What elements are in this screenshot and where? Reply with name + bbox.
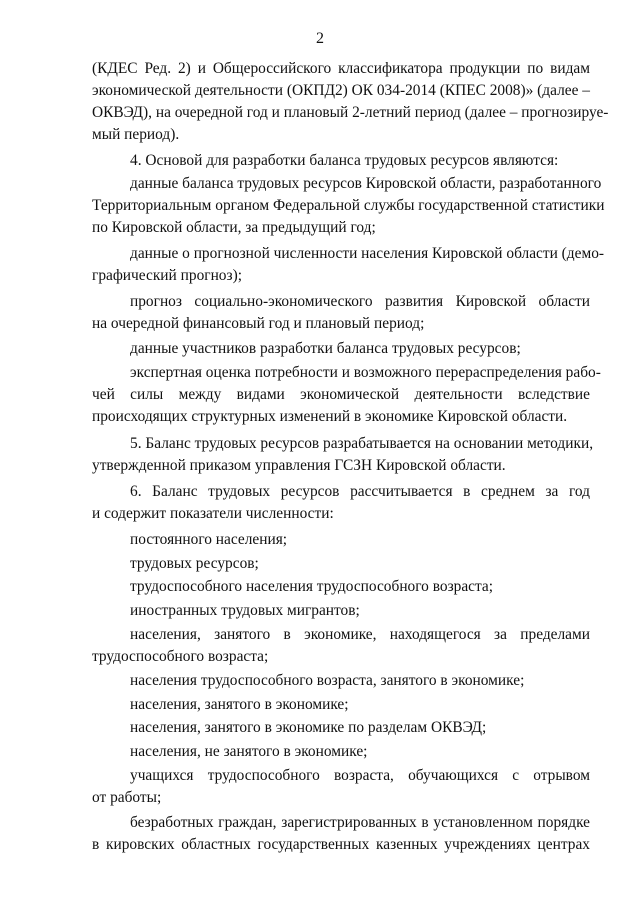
- text-line: происходящих структурных изменений в экономике Кировской области.: [92, 408, 568, 425]
- list-item: учащихся трудоспособного возраста, обучающихся с отрывом: [130, 767, 590, 784]
- list-item: трудоспособного населения трудоспособного возраста;: [130, 578, 494, 595]
- text-line: чей силы между видами экономической деятельности вследствие: [92, 386, 590, 403]
- text-line: данные баланса трудовых ресурсов Кировской области, разработанного: [130, 175, 602, 192]
- list-item: населения, не занятого в экономике;: [130, 743, 368, 760]
- text-line: (КДЕС Ред. 2) и Общероссийского классификатора продукции по видам: [92, 60, 590, 77]
- text-line: данные участников разработки баланса трудовых ресурсов;: [130, 340, 521, 357]
- text-line: и содержит показатели численности:: [92, 505, 334, 522]
- text-line: на очередной финансовый год и плановый период;: [92, 315, 425, 332]
- text-line: прогноз социально-экономического развития Кировской области: [130, 293, 590, 310]
- list-item: населения трудоспособного возраста, занятого в экономике;: [130, 672, 525, 689]
- list-item: постоянного населения;: [130, 531, 288, 548]
- text-line: 5. Баланс трудовых ресурсов разрабатывается на основании методики,: [130, 435, 594, 452]
- text-line: по Кировской области, за предыдущий год;: [92, 219, 376, 236]
- list-item: безработных граждан, зарегистрированных в установленном порядке: [130, 814, 590, 831]
- list-item: трудовых ресурсов;: [130, 555, 259, 572]
- text-line: трудоспособного возраста;: [92, 648, 269, 665]
- list-item: населения, занятого в экономике по разделам ОКВЭД;: [130, 719, 487, 736]
- page-number: 2: [316, 30, 324, 47]
- text-line: Территориальным органом Федеральной службы государственной статистики: [92, 197, 605, 214]
- text-line: экспертная оценка потребности и возможного перераспределения рабо-: [130, 364, 601, 381]
- text-line: ОКВЭД), на очередной год и плановый 2-летний период (далее – прогнозируе-: [92, 104, 609, 121]
- list-item: населения, занятого в экономике;: [130, 696, 349, 713]
- text-line: от работы;: [92, 789, 162, 806]
- text-line: данные о прогнозной численности населения Кировской области (демо-: [130, 245, 605, 262]
- text-line: мый период).: [92, 126, 180, 143]
- text-line: экономической деятельности (ОКПД2) ОК 034-2014 (КПЕС 2008)» (далее –: [92, 82, 590, 99]
- list-item: населения, занятого в экономике, находящегося за пределами: [130, 626, 590, 643]
- text-line: графический прогноз);: [92, 267, 242, 284]
- text-line: 6. Баланс трудовых ресурсов рассчитывается в среднем за год: [130, 483, 590, 500]
- text-line: 4. Основой для разработки баланса трудовых ресурсов являются:: [130, 152, 559, 169]
- text-line: в кировских областных государственных казенных учреждениях центрах: [92, 836, 590, 853]
- list-item: иностранных трудовых мигрантов;: [130, 602, 360, 619]
- text-line: утвержденной приказом управления ГСЗН Кировской области.: [92, 457, 506, 474]
